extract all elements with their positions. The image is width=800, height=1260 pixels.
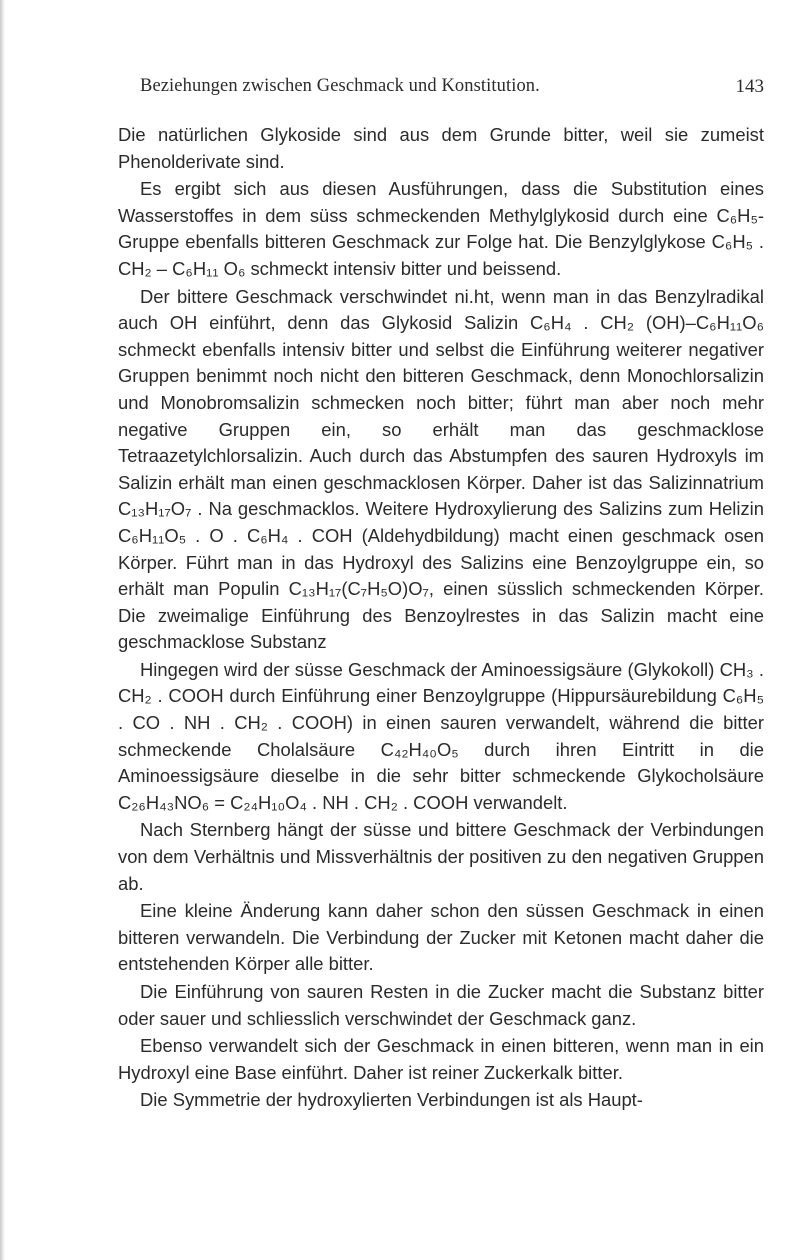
paragraph-zuckerkalk: Ebenso verwandelt sich der Geschmack in einen bitteren, wenn man in ein Hydroxyl eine Base einführt. Daher ist reiner Zuckerkalk bitter. <box>118 1035 764 1083</box>
running-title: Beziehungen zwischen Geschmack und Konstitution. <box>140 76 540 96</box>
paragraph-salizin: Der bittere Geschmack verschwindet ni.ht, wenn man in das Benzylradikal auch OH einführt, denn das Glykosid Salizin C₆H₄ . CH₂ (OH)–C₆H₁₁O₆ schmeckt ebenfalls intensiv bitter und selbst die Einführung weiterer negativer Gruppen benimmt noch nicht den bitteren Geschmack, denn Monochlorsalizin und Monobromsalizin schmecken noch bitter; führt man aber noch mehr negative Gruppen ein, so erhält man das geschmacklose Tetraazetylchlorsalizin. Auch durch das Abstumpfen des sauren Hydroxyls im Salizin erhält man einen geschmacklosen Körper. Daher ist das Salizinnatrium C₁₃H₁₇O₇ . Na geschmacklos. Weitere Hydroxylierung des Salizins zum Helizin C₆H₁₁O₅ . O . C₆H₄ . COH (Aldehydbildung) macht einen geschmack osen Körper. Führt man in das Hydroxyl des Salizins eine Benzoylgruppe ein, so erhält man Populin C₁₃H₁₇(C₇H₅O)O₇, einen süsslich schmeckenden Körper. Die zweimalige Einführung des Benzoylrestes in das Salizin macht eine geschmacklose Substanz <box>118 285 764 653</box>
paragraph-sternberg: Nach Sternberg hängt der süsse und bittere Geschmack der Verbindungen von dem Verhältnis und Missverhältnis der positiven zu den negativen Gruppen ab. <box>118 819 764 894</box>
paragraph-aminoessigsaeure: Hingegen wird der süsse Geschmack der Aminoessigsäure (Glykokoll) CH₃ . CH₂ . COOH durch Einführung einer Benzoylgruppe (Hippursäurebildung C₆H₅ . CO . NH . CH₂ . COOH) in einen sauren verwandelt, während die bitter schmeckende Cholalsäure C₄₂H₄₀O₅ durch ihren Eintritt in die Aminoessigsäure dieselbe in die sehr bitter schmeckende Glykocholsäure C₂₆H₄₃NO₆ = C₂₄H₁₀O₄ . NH . CH₂ . COOH verwandelt. <box>118 658 764 813</box>
page-header <box>118 76 764 102</box>
paragraph-symmetrie: Die Symmetrie der hydroxylierten Verbindungen ist als Haupt- <box>140 1089 643 1111</box>
paragraph-benzylglykose: Es ergibt sich aus diesen Ausführungen, dass die Substitution eines Wasserstoffes in dem süss schmeckenden Methylglykosid durch eine C₆H₅-Gruppe ebenfalls bitteren Geschmack zur Folge hat. Die Benzylglykose C₆H₅ . CH₂ – C₆H₁₁ O₆ schmeckt intensiv bitter und beissend. <box>118 178 764 279</box>
paragraph-aenderung: Eine kleine Änderung kann daher schon den süssen Geschmack in einen bitteren verwandeln. Die Verbindung der Zucker mit Ketonen macht daher die entstehenden Körper alle bitter. <box>118 900 764 975</box>
page-edge-shadow <box>0 0 5 1260</box>
body-text <box>118 122 764 1114</box>
paragraph-saure-reste: Die Einführung von sauren Resten in die Zucker macht die Substanz bitter oder sauer und schliesslich verschwindet der Geschmack ganz. <box>118 981 764 1029</box>
paragraph-glykoside: Die natürlichen Glykoside sind aus dem Grunde bitter, weil sie zumeist Phenolderivate sind. <box>118 124 764 172</box>
page-number: 143 <box>735 76 764 97</box>
